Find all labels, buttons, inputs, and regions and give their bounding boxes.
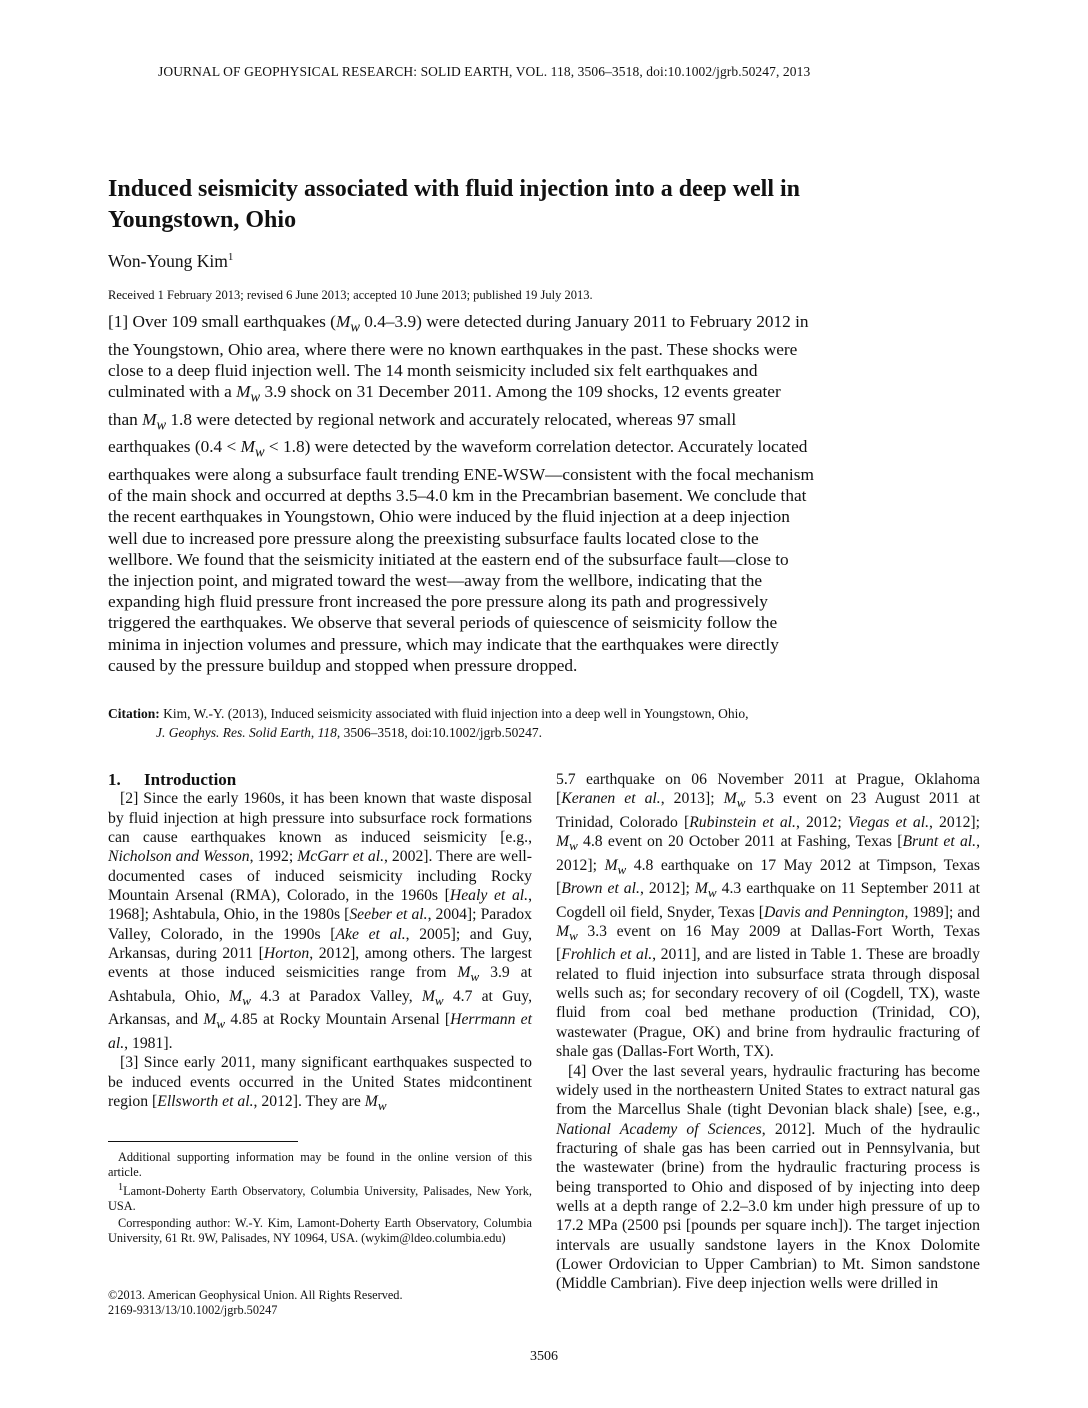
footnote-supporting-info: Additional supporting information may be found in the online version of this article. (108, 1150, 532, 1179)
paragraph-3: [3] Since early 2011, many significant earthquakes suspected to be induced events occurred in the United States midcontinent region [Ellsworth et al., 2012]. They are $M_w$ (108, 1054, 532, 1114)
left-column (108, 770, 532, 1115)
footnote-affiliation: $^1$Lamont-Doherty Earth Observatory, Columbia University, Palisades, New York, USA. (108, 1182, 532, 1214)
right-column (556, 770, 980, 1294)
author-line (108, 251, 233, 272)
footnotes (108, 1150, 532, 1214)
abstract (108, 311, 814, 676)
citation-volume: 118 (317, 724, 337, 740)
corresponding-author: Corresponding author: W.-Y. Kim, Lamont-Doherty Earth Observatory, Columbia University, 61 Rt. 9W, Palisades, NY 10964, USA. (wykim@ldeo.columbia.edu) (108, 1216, 532, 1245)
section-heading: 1. Introduction (108, 770, 237, 789)
paper-title: Induced seismicity associated with fluid injection into a deep well in Youngstown, Ohio (108, 176, 801, 233)
paragraph-3-continued: 5.7 earthquake on 06 November 2011 at Prague, Oklahoma [Keranen et al., 2013]; $M_w$ 5.3 event on 23 August 2011 at Trinidad, Colorado [Rubinstein et al., 2012; Viegas et al., 2012]; $M_w$ 4.8 event on 20 October 2011 at Fashing, Texas [Brunt et al., 2012]; $M_w$ 4.8 earthquake on 17 May 2012 at Timpson, Texas [Brown et al., 2012]; $M_w$ 4.3 earthquake on 11 September 2011 at Cogdell oil field, Snyder, Texas [Davis and Pennington, 1989]; and $M_w$ 3.3 event on 16 May 2009 at Dallas-Fort Worth, Texas [Frohlich et al., 2011], and are listed in Table 1. These are broadly related to fluid injection into subsurface strata through disposal wells such as; for secondary recovery of oil (Cogdell, TX), waste fluid from coal bed methane production (Trinidad, CO), wastewater (Prague, OK) and brine from hydraulic fracturing of shale gas (Dallas-Fort Worth, TX). (556, 771, 981, 1061)
paragraph-4: [4] Over the last several years, hydraulic fracturing has become widely used in the northeastern United States to extract natural gas from the Marcellus Shale (tight Devonian black shale) [see, e.g., National Academy of Sciences, 2012]. Much of the hydraulic fracturing of shale gas has been carried out in Pennsylvania, but the wastewater (brine) from the hydraulic fracturing process is being transported to Ohio and disposed of by injecting into deep wells at a depth range of 2.2–3.0 km under high pressure of up to 17.2 MPa (2500 psi [pounds per square inch]). The target injection intervals are usually sandstone layers in the Knox Dolomite (Lower Ordovician to Upper Cambrian) to Mt. Simon sandstone (Middle Cambrian). Five deep injection wells were drilled in (556, 1062, 980, 1293)
issn: 2169-9313/13/10.1002/jgrb.50247 (108, 1303, 278, 1317)
paragraph-2: [2] Since the early 1960s, it has been known that waste disposal by fluid injection at high pressure into subsurface rock formations can cause earthquakes known as induced seismicity [e.g., Nicholson and Wesson, 1992; McGarr et al., 2002]. There are well-documented cases of induced seismicity including Rocky Mountain Arsenal (RMA), Colorado, in the 1960s [Healy et al., 1968]; Ashtabula, Ohio, in the 1980s [Seeber et al., 2004]; Paradox Valley, Colorado, in the 1990s [Ake et al., 2005]; and Guy, Arkansas, during 2011 [Horton, 2012], among others. The largest events at those induced seismicities range from $M_w$ 3.9 at Ashtabula, Ohio, $M_w$ 4.3 at Paradox Valley, $M_w$ 4.7 at Guy, Arkansas, and $M_w$ 4.85 at Rocky Mountain Arsenal [Herrmann et al., 1981]. (108, 790, 533, 1052)
citation: Citation: Kim, W.-Y. (2013), Induced seismicity associated with fluid injection into a deep well in Youngstown, Ohio, J. Geophys. Res. Solid Earth, 118, 3506–3518, doi:10.1002/jgrb.50247. (108, 706, 749, 740)
copyright-block (108, 1288, 532, 1318)
author-name: Won-Young Kim (108, 251, 228, 271)
received-dates: Received 1 February 2013; revised 6 June 2013; accepted 10 June 2013; published 19 July 2013. (108, 288, 593, 302)
footnote-rule (108, 1141, 298, 1142)
copyright: ©2013. American Geophysical Union. All Rights Reserved. (108, 1288, 403, 1302)
citation-label: Citation: (108, 706, 160, 721)
abstract-paragraph: [1] Over 109 small earthquakes ($M_w$ 0.4–3.9) were detected during January 2011 to February 2012 in the Youngstown, Ohio area, where there were no known earthquakes in the past. These shocks were close to a deep fluid injection well. The 14 month seismicity included six felt earthquakes and culminated with a $M_w$ 3.9 shock on 31 December 2011. Among the 109 shocks, 12 events greater than $M_w$ 1.8 were detected by regional network and accurately relocated, whereas 97 small earthquakes $(0.4 < M_w < 1.8)$ were detected by the waveform correlation detector. Accurately located earthquakes were along a subsurface fault trending ENE-WSW—consistent with the focal mechanism of the main shock and occurred at depths 3.5–4.0 km in the Precambrian basement. We conclude that the recent earthquakes in Youngstown, Ohio were induced by the fluid injection at a deep injection well due to increased pore pressure along the preexisting subsurface faults located close to the wellbore. We found that the seismicity initiated at the eastern end of the subsurface fault—close to the injection point, and migrated toward the west—away from the wellbore, indicating that the expanding high fluid pressure front increased the pore pressure along its path and progressively triggered the earthquakes. We observe that several periods of quiescence of seismicity follow the minima in injection volumes and pressure, which may indicate that the earthquakes were directly caused by the pressure buildup and stopped when pressure dropped. (108, 312, 814, 675)
citation-journal: J. Geophys. Res. Solid Earth (156, 724, 311, 740)
page-number: 3506 (530, 1349, 558, 1364)
author-affil-mark: 1 (227, 251, 234, 264)
running-header: JOURNAL OF GEOPHYSICAL RESEARCH: SOLID EARTH, VOL. 118, 3506–3518, doi:10.1002/jgrb.50247, 2013 (158, 64, 811, 79)
